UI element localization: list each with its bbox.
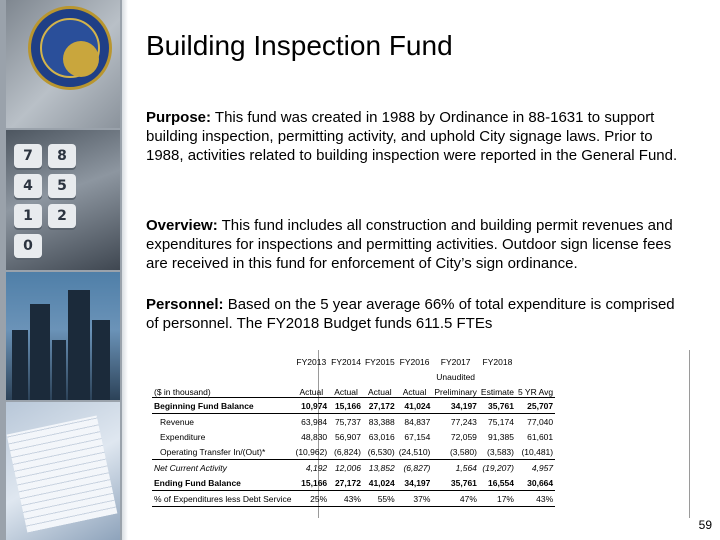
table-cell: (3,580)	[432, 444, 479, 460]
row-label: Operating Transfer In/(Out)*	[152, 444, 293, 460]
col-header-bottom: Estimate	[479, 382, 516, 398]
table-cell: 77,243	[450, 416, 477, 427]
col-header-bottom: Actual	[363, 382, 397, 398]
calculator-key: 4	[14, 174, 42, 198]
table-cell: 30,664	[516, 475, 555, 491]
table-cell: (6,827)	[403, 462, 431, 473]
table-cell: 15,166	[293, 475, 329, 491]
table-cell: 43%	[516, 491, 555, 507]
table-cell: 63,016	[368, 431, 395, 442]
table-cell: (6,530)	[363, 444, 397, 460]
table-cell: 61,601	[527, 431, 554, 442]
table-cell: 55%	[363, 491, 397, 507]
col-header-bottom: Actual	[397, 382, 433, 398]
col-header-top: FY2013	[296, 357, 327, 367]
table-cell: 48,830	[301, 431, 328, 442]
table-cell: 27,172	[363, 398, 397, 414]
table-cell: 34,197	[397, 475, 433, 491]
page-number: 59	[698, 518, 712, 532]
purpose-text: This fund was created in 1988 by Ordinance in 88-1631 to support building inspection, permitting activity, and uphold City signage laws. Prior to 1988, activities related to building inspection were reported in the General Fund.	[146, 109, 678, 165]
table-cell: 4,957	[531, 462, 554, 473]
table-cell: 83,388	[368, 416, 395, 427]
table-cell: 41,024	[397, 398, 433, 414]
table-row	[152, 475, 555, 491]
table-cell: 75,737	[334, 416, 361, 427]
col-header-top: FY2015	[364, 357, 395, 367]
table-cell: 91,385	[487, 431, 514, 442]
table-cell: 34,197	[432, 398, 479, 414]
col-header-mid	[363, 367, 397, 382]
table-cell: (10,481)	[516, 444, 555, 460]
fund-summary-table	[152, 350, 555, 507]
table-cell: (6,824)	[329, 444, 363, 460]
table-cell: 41,024	[363, 475, 397, 491]
row-label: Expenditure	[160, 431, 206, 442]
calculator-key: 0	[14, 234, 42, 258]
col-header-top: FY2018	[482, 357, 513, 367]
personnel-label: Personnel:	[146, 296, 224, 313]
calculator-key: 2	[48, 204, 76, 228]
row-label: % of Expenditures less Debt Service	[152, 491, 293, 507]
calculator-key: 8	[48, 144, 76, 168]
row-label: Revenue	[160, 416, 195, 427]
personnel-paragraph	[146, 295, 691, 333]
col-header-bottom: Actual	[293, 382, 329, 398]
table-cell: 75,174	[487, 416, 514, 427]
row-label: Ending Fund Balance	[152, 475, 293, 491]
col-header-mid	[397, 367, 433, 382]
table-cell: 25%	[293, 491, 329, 507]
table-cell: 47%	[432, 491, 479, 507]
table-cell: 43%	[329, 491, 363, 507]
table-cell: 56,907	[334, 431, 361, 442]
table-row	[152, 429, 555, 444]
calculator-image	[6, 130, 120, 270]
table-cell: 67,154	[404, 431, 431, 442]
table-cell: 35,761	[432, 475, 479, 491]
table-cell: 12,006	[334, 462, 361, 473]
table-cell: 37%	[397, 491, 433, 507]
table-row	[152, 414, 555, 430]
col-header-bottom: Preliminary	[432, 382, 479, 398]
table-cell: 15,166	[329, 398, 363, 414]
calculator-key: 5	[48, 174, 76, 198]
calculator-key: 1	[14, 204, 42, 228]
table-row	[152, 444, 555, 460]
calculator-key: 7	[14, 144, 42, 168]
table-cell: 72,059	[450, 431, 477, 442]
col-header-bottom: 5 YR Avg	[516, 382, 555, 398]
skyline-image	[6, 272, 120, 400]
table-cell: 27,172	[329, 475, 363, 491]
table-cell: 1,564	[455, 462, 477, 473]
table-cell: 4,192	[305, 462, 328, 473]
row-label: Net Current Activity	[154, 462, 227, 473]
row-label: Beginning Fund Balance	[152, 398, 293, 414]
col-header-top	[516, 350, 555, 367]
table-cell: 17%	[479, 491, 516, 507]
table-cell: 77,040	[527, 416, 554, 427]
table-cell: (10,962)	[293, 444, 329, 460]
paper-image	[6, 402, 120, 540]
col-header-top: FY2017	[440, 357, 471, 367]
table-cell: 35,761	[479, 398, 516, 414]
personnel-text: Based on the 5 year average 66% of total expenditure is comprised of personnel. The FY2018 Budget funds 611.5 FTEs	[146, 296, 675, 333]
col-header-mid: Unaudited	[436, 372, 476, 382]
table-cell: (24,510)	[397, 444, 433, 460]
page-title: Building Inspection Fund	[146, 30, 453, 61]
col-header-mid	[479, 367, 516, 382]
table-cell: (3,583)	[479, 444, 516, 460]
purpose-label: Purpose:	[146, 109, 212, 126]
table-cell: 10,974	[293, 398, 329, 414]
table-cell: 13,852	[368, 462, 395, 473]
fund-summary-table-frame	[154, 350, 690, 518]
col-header-top: FY2016	[399, 357, 430, 367]
purpose-paragraph	[146, 108, 691, 166]
units-label: ($ in thousand)	[152, 382, 293, 398]
table-cell: 16,554	[479, 475, 516, 491]
table-cell: 84,837	[404, 416, 431, 427]
col-header-mid	[516, 367, 555, 382]
table-row	[152, 398, 555, 414]
table-cell: 63,984	[301, 416, 328, 427]
decorative-sidebar	[0, 0, 128, 540]
col-header-bottom: Actual	[329, 382, 363, 398]
seal-panel	[6, 0, 120, 128]
table-cell: 25,707	[516, 398, 555, 414]
col-header-mid	[329, 367, 363, 382]
col-header-mid	[293, 367, 329, 382]
overview-paragraph	[146, 216, 691, 274]
table-cell: (19,207)	[482, 462, 514, 473]
table-row	[152, 460, 555, 476]
city-seal-logo	[28, 6, 112, 90]
table-row	[152, 491, 555, 507]
overview-text: This fund includes all construction and building permit revenues and expenditures for inspections and permitting activities. Outdoor sign license fees are received in this fund for enforcement of City’s sign ordinance.	[146, 217, 673, 273]
overview-label: Overview:	[146, 217, 218, 234]
col-header-top: FY2014	[331, 357, 361, 367]
